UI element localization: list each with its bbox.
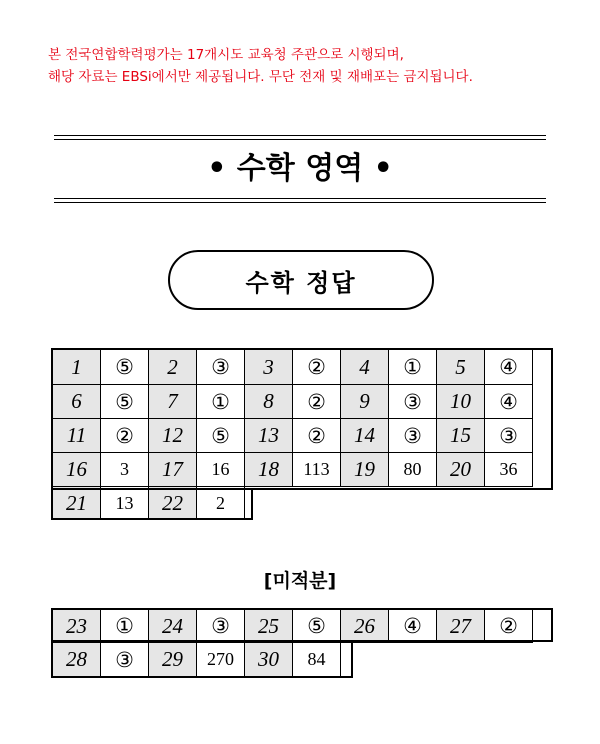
empty-cell xyxy=(245,487,293,520)
answer-value: 16 xyxy=(197,453,245,487)
answer-value: ③ xyxy=(101,643,149,677)
answer-value: 80 xyxy=(389,453,437,487)
answer-value: ③ xyxy=(485,419,533,453)
answer-value: 113 xyxy=(293,453,341,487)
empty-cell xyxy=(341,643,389,677)
top-rule-1 xyxy=(54,135,546,136)
answer-value: 84 xyxy=(293,643,341,677)
question-number: 24 xyxy=(149,610,197,643)
common-answer-table xyxy=(52,349,533,520)
question-number: 17 xyxy=(149,453,197,487)
question-number: 14 xyxy=(341,419,389,453)
answer-value: ② xyxy=(485,610,533,643)
question-number: 6 xyxy=(53,385,101,419)
question-number: 22 xyxy=(149,487,197,520)
top-rule-2 xyxy=(54,139,546,140)
answer-value: ② xyxy=(101,419,149,453)
question-number: 1 xyxy=(53,350,101,385)
answer-value: 36 xyxy=(485,453,533,487)
answer-value: ① xyxy=(197,385,245,419)
question-number: 21 xyxy=(53,487,101,520)
answer-value: ① xyxy=(101,610,149,643)
answer-row xyxy=(53,487,533,520)
question-number: 5 xyxy=(437,350,485,385)
question-number: 27 xyxy=(437,610,485,643)
question-number: 11 xyxy=(53,419,101,453)
empty-cell xyxy=(293,487,341,520)
question-number: 29 xyxy=(149,643,197,677)
question-number: 9 xyxy=(341,385,389,419)
question-number: 7 xyxy=(149,385,197,419)
question-number: 20 xyxy=(437,453,485,487)
answer-value: ② xyxy=(293,350,341,385)
answer-row xyxy=(53,419,533,453)
empty-cell xyxy=(389,487,437,520)
answer-value: ③ xyxy=(197,350,245,385)
answer-heading-label: 수학 정답 xyxy=(245,268,357,297)
answer-value: ⑤ xyxy=(197,419,245,453)
question-number: 25 xyxy=(245,610,293,643)
answer-value: ⑤ xyxy=(293,610,341,643)
notice xyxy=(48,44,568,88)
question-number: 4 xyxy=(341,350,389,385)
answer-value: ③ xyxy=(389,419,437,453)
answer-value: ① xyxy=(389,350,437,385)
question-number: 10 xyxy=(437,385,485,419)
empty-cell xyxy=(437,487,485,520)
notice-line-2: 해당 자료는 EBSi에서만 제공됩니다. 무단 전재 및 재배포는 금지됩니다. xyxy=(48,69,473,85)
answer-row xyxy=(53,385,533,419)
answer-row xyxy=(53,643,533,677)
empty-cell xyxy=(485,487,533,520)
answer-heading xyxy=(168,250,434,310)
answer-value: ⑤ xyxy=(101,350,149,385)
question-number: 26 xyxy=(341,610,389,643)
bottom-rule-2 xyxy=(54,202,546,203)
empty-cell xyxy=(485,643,533,677)
question-number: 15 xyxy=(437,419,485,453)
question-number: 19 xyxy=(341,453,389,487)
answer-value: ③ xyxy=(197,610,245,643)
bottom-rule-1 xyxy=(54,198,546,199)
answer-value: 13 xyxy=(101,487,149,520)
question-number: 16 xyxy=(53,453,101,487)
question-number: 12 xyxy=(149,419,197,453)
empty-cell xyxy=(437,643,485,677)
calculus-answer-table xyxy=(52,609,533,677)
question-number: 13 xyxy=(245,419,293,453)
answer-value: ② xyxy=(293,385,341,419)
question-number: 23 xyxy=(53,610,101,643)
question-number: 30 xyxy=(245,643,293,677)
question-number: 18 xyxy=(245,453,293,487)
question-number: 2 xyxy=(149,350,197,385)
notice-line-1: 본 전국연합학력평가는 17개시도 교육청 주관으로 시행되며, xyxy=(48,47,404,63)
answer-value: ④ xyxy=(389,610,437,643)
answer-row xyxy=(53,610,533,643)
answer-value: ④ xyxy=(485,385,533,419)
answer-value: ③ xyxy=(389,385,437,419)
answer-value: 2 xyxy=(197,487,245,520)
answer-row xyxy=(53,350,533,385)
subject-title: • 수학 영역 • xyxy=(207,151,393,186)
empty-cell xyxy=(341,487,389,520)
answer-value: 3 xyxy=(101,453,149,487)
answer-row xyxy=(53,453,533,487)
answer-value: 270 xyxy=(197,643,245,677)
answer-value: ② xyxy=(293,419,341,453)
empty-cell xyxy=(389,643,437,677)
answer-value: ④ xyxy=(485,350,533,385)
question-number: 28 xyxy=(53,643,101,677)
answer-value: ⑤ xyxy=(101,385,149,419)
calculus-heading: [미적분] xyxy=(263,570,337,592)
question-number: 3 xyxy=(245,350,293,385)
question-number: 8 xyxy=(245,385,293,419)
